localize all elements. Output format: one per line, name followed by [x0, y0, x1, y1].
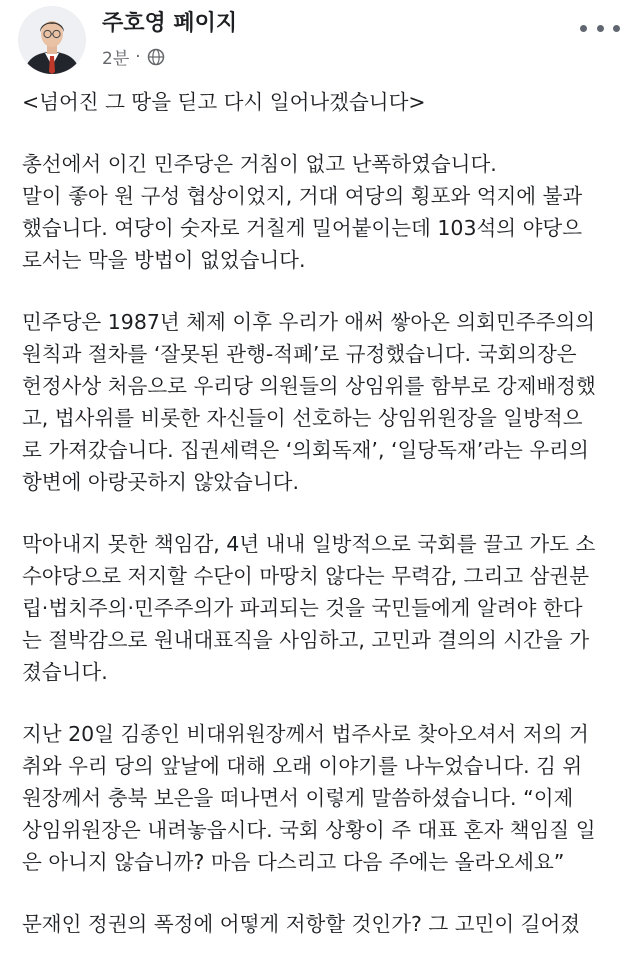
globe-icon [147, 48, 165, 66]
meta-separator: · [135, 46, 141, 67]
post-time[interactable]: 2분 [102, 49, 130, 69]
more-options-icon[interactable] [580, 20, 620, 36]
post-header [0, 0, 640, 80]
more-dot [580, 25, 587, 32]
post-paragraph: 막아내지 못한 책임감, 4년 내내 일방적으로 국회를 끌고 가도 소 수야당으로 저지할 수단이 마땅치 않다는 무력감, 그리고 삼권분 립·법치주의·민주주의가 파괴되는 것을 국민들에게 알려야 한다 는 절박감으로 원내대표직을 사임하고, 고민과 결의의 시간을 가 졌습니다. [22, 532, 596, 684]
post-heading: <넘어진 그 땅을 딛고 다시 일어나겠습니다> [22, 90, 426, 114]
post-meta [102, 44, 165, 69]
post-paragraph: 지난 20일 김종인 비대위원장께서 법주사로 찾아오셔서 저의 거 취와 우리 당의 앞날에 대해 오래 이야기를 나누었습니다. 김 위 원장께서 충북 보은을 떠나면서 이렇게 말씀하셨습니다. “이제 상임위원장은 내려놓읍시다. 국회 상황이 주 대표 혼자 책임질 일 은 아니지 않습니까? 마음 다스리고 다음 주에는 올라오세요” [22, 722, 596, 874]
author-name[interactable]: 주호영 페이지 [102, 11, 238, 36]
avatar[interactable] [18, 6, 86, 74]
post-paragraph: 총선에서 이긴 민주당은 거침이 없고 난폭하였습니다. 말이 좋아 원 구성 협상이었지, 거대 여당의 횡포와 억지에 불과 했습니다. 여당이 숫자로 거칠게 밀어붙이는데 103석의 야당으 로서는 막을 방법이 없었습니다. [22, 152, 583, 272]
post-body [22, 86, 622, 970]
post-paragraph: 문재인 정권의 폭정에 어떻게 저항할 것인가? 그 고민이 길어졌 [22, 912, 581, 936]
more-dot [597, 25, 604, 32]
profile-photo [18, 6, 86, 74]
more-dot [613, 25, 620, 32]
post-paragraph: 민주당은 1987년 체제 이후 우리가 애써 쌓아온 의회민주주의의 원칙과 절차를 ‘잘못된 관행-적폐’로 규정했습니다. 국회의장은 헌정사상 처음으로 우리당 의원들의 상임위를 함부로 강제배정했 고, 법사위를 비롯한 자신들이 선호하는 상임위원장을 일방적으 로 가져갔습니다. 집권세력은 ‘의회독재’, ‘일당독재’라는 우리의 항변에 아랑곳하지 않았습니다. [22, 310, 596, 494]
